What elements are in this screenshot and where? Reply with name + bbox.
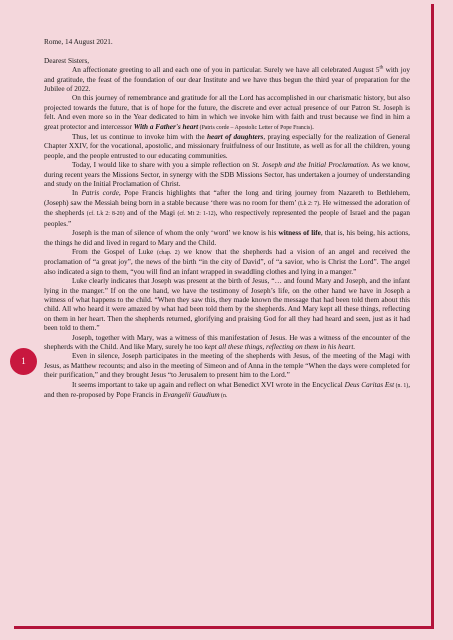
paragraph-7: From the Gospel of Luke (chap. 2) we know that the shepherds had a vision of an angel and received the proclamation of “a great joy”, the news of the birth “in the city of David”, of “a savior, who is Christ the Lord”. The angel also indicated a sign to them, “you will find an infant wrapped in swaddling clothes and lying in a manger.” bbox=[44, 247, 410, 276]
paragraph-5: In Patris corde, Pope Francis highlights that “after the long and tiring journey from Nazareth to Bethlehem, (Joseph) saw the Messiah being born in a stable because ‘there was no room for them’ (Lk 2: 7). He witnessed the adoration of the shepherds (cf. Lk 2: 8-20) and of the Magi (cf. Mt 2: 1-12), who respectively represented the people of Israel and the pagan peoples.” bbox=[44, 189, 411, 228]
paragraph-4: Today, I would like to share with you a simple reflection on St. Joseph and the Initial Proclamation. As we know, during recent years the Missions Sector, in synergy with the SDB Missions Sector, has undertaken a journey of understanding and study on the Initial Proclamation of Christ. bbox=[44, 161, 410, 189]
page-frame-bottom bbox=[14, 626, 434, 629]
salutation: Dearest Sisters, bbox=[44, 56, 90, 65]
paragraph-9: Joseph, together with Mary, was a witness of this manifestation of Jesus. He was a witness of the encounter of the shepherds with the Child. And like Mary, surely he too kept all these things, reflecting on them in his heart. bbox=[44, 333, 410, 351]
page-frame-right bbox=[431, 4, 434, 628]
paragraph-3: Thus, let us continue to invoke him with the heart of daughters, praying especially for the realization of General Chapter XXIV, for the vocational, apostolic, and missionary fruitfulness of our Institute, as well as for all the children, young people, and the people entrusted to our educating communities. bbox=[44, 133, 410, 160]
paragraph-6: Joseph is the man of silence of whom the only ‘word’ we know is his witness of life, that is, his being, his actions, the things he did and lived in regard to Mary and the Child. bbox=[44, 229, 410, 247]
page-number-badge: 1 bbox=[10, 348, 37, 375]
paragraph-10: Even in silence, Joseph participates in the meeting of the shepherds with Jesus, of the meeting of the Magi with Jesus, as Matthew recounts; and also in the meeting of Simeon and of Anna in the temple “When the days were completed for their purification,” and they brought Jesus “to Jerusalem to present him to the Lord.” bbox=[44, 352, 410, 380]
paragraph-2: On this journey of remembrance and gratitude for all the Lord has accomplished in our charismatic history, but also projected towards the future, that is of hope for the future, the discrete and ever actual presence of our Patron St. Joseph is felt. And even more so in the Year dedicated to him in which we invoke him with faith and trust because we find in him a great protector and intercessor With a Father's heart (Patris corde – Apostolic Letter of Pope Francis). bbox=[44, 94, 410, 131]
paragraph-1: An affectionate greeting to all and each one of you in particular. Surely we have all celebrated August 5th with joy and gratitude, the feast of the foundation of our dear Institute and we have thus begun the third year of preparation for the Jubilee of 2022. bbox=[44, 65, 410, 94]
letter-body bbox=[44, 38, 410, 401]
letter-date: Rome, 14 August 2021. bbox=[44, 38, 113, 46]
paragraph-11: It seems important to take up again and reflect on what Benedict XVI wrote in the Encyclical Deus Caritas Est (n. 1), and then re-proposed by Pope Francis in Evangelii Gaudium (n. bbox=[44, 380, 410, 400]
paragraph-8: Luke clearly indicates that Joseph was present at the birth of Jesus, “… and found Mary and Joseph, and the infant lying in the manger.” If on the one hand, we have the testimony of Joseph’s life, on the other hand we have in Joseph a witness of what happens to the child. “When they saw this, they made known the message that had been told them about this child. All who heard it were amazed by what had been told them by the shepherds. And Mary kept all these things, reflecting on them in her heart. Then the shepherds returned, glorifying and praising God for all they had heard and seen, just as it had been told to them.” bbox=[44, 277, 410, 333]
